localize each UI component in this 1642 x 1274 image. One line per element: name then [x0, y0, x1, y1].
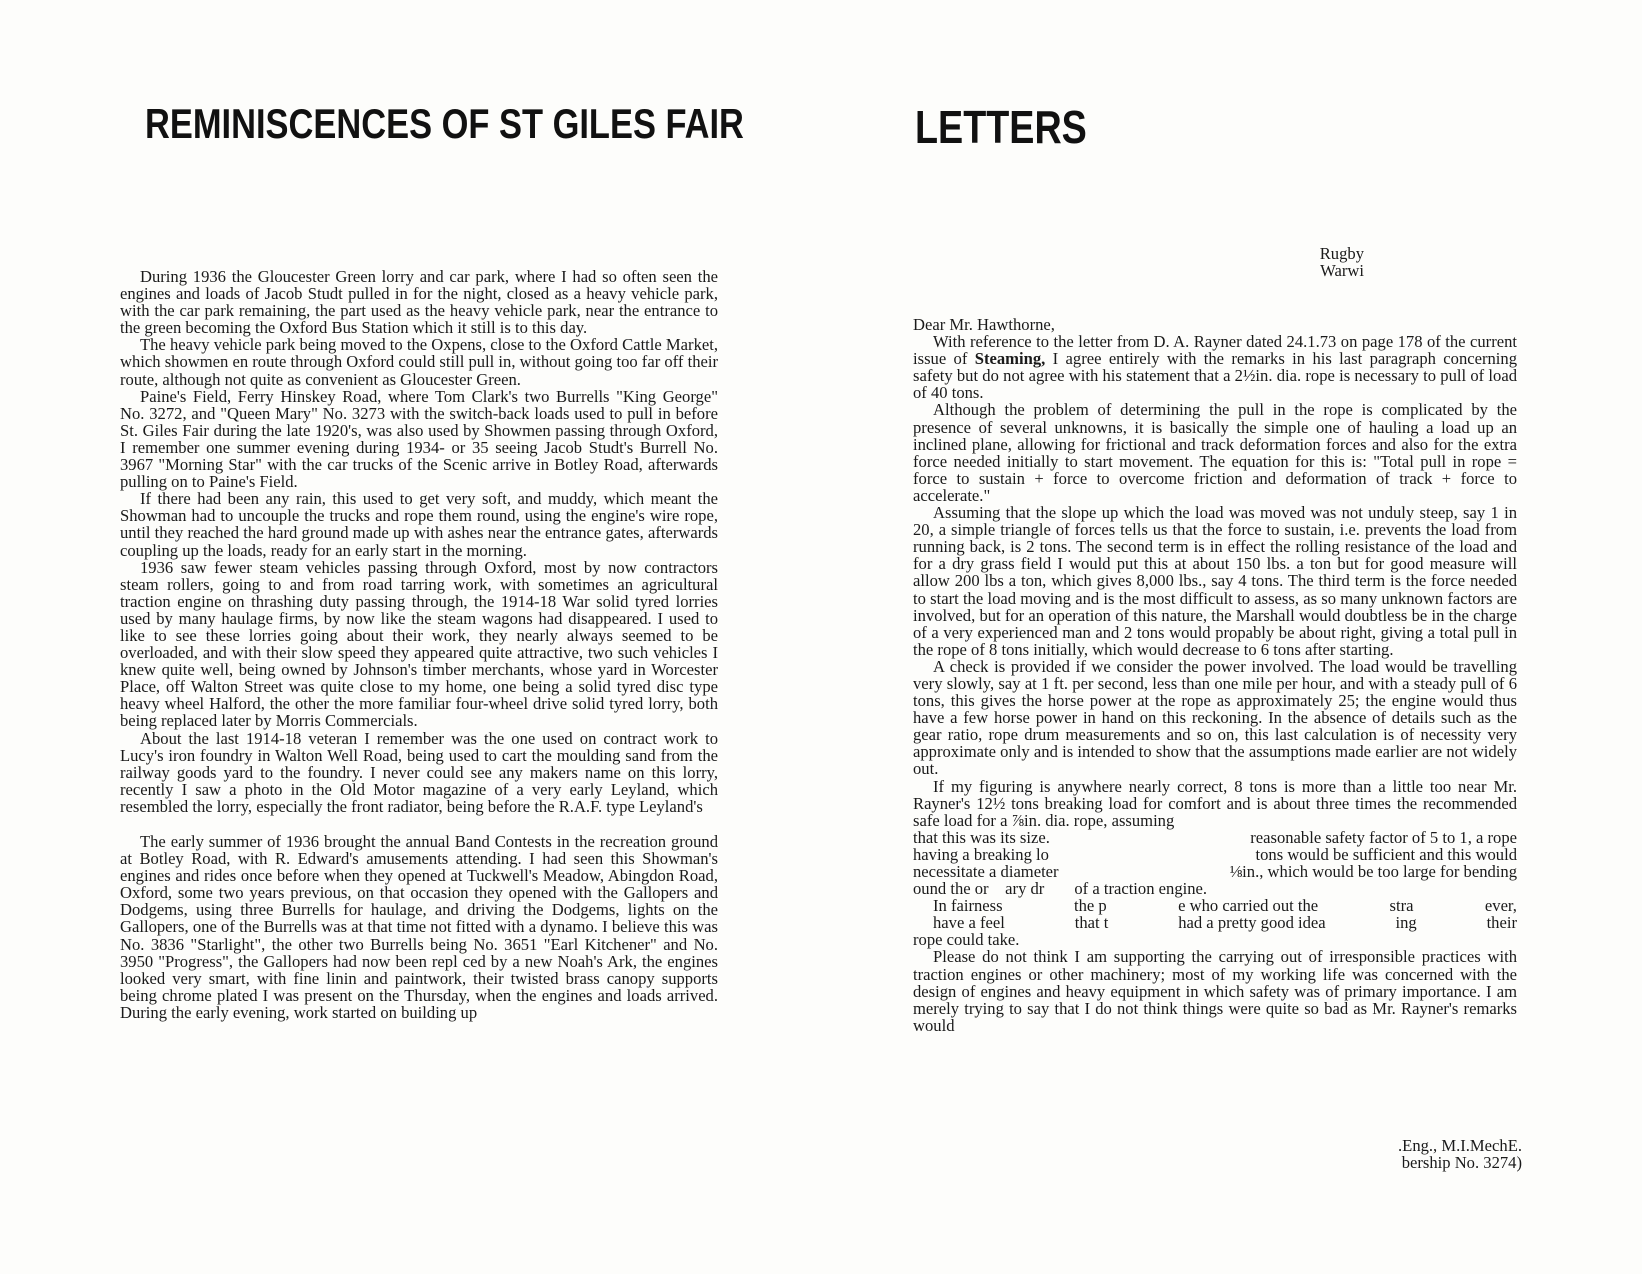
article-paragraph: The early summer of 1936 brought the annual Band Contests in the recreation ground at Botley Road, with R. Edward's amusements attending. I had seen this Showman's engines and rides once before when they opened at Tuckwell's Meadow, Abingdon Road, Oxford, some two years previous, on that occasion they opened with the Gallopers and Dodgems, using three Burrells for haulage, and driving the Dodgems, lights on the Gallopers, one of the Burrells was at that time not fitted with a dynamo. I believe this was No. 3836 "Starlight", the other two Burrells being No. 3651 "Earl Kitchener" and No. 3950 "Progress", the Gallopers had now been repl ced by a new Noah's Ark, the engines looked very smart, with fine linin and paintwork, their twisted brass canopy supports being chrome plated I was present on the Thursday, when the engines and loads arrived. During the early evening, work started on building up — [120, 832, 718, 1022]
text-fragment: ound the or ary dr — [913, 879, 1045, 899]
text-fragment: ing — [1395, 913, 1417, 933]
signature-line: .Eng., M.I.MechE. — [1398, 1136, 1522, 1155]
letters-title: LETTERS — [915, 101, 1087, 153]
text-fragment: that t — [1074, 913, 1109, 933]
text-fragment: have a feel — [933, 913, 1005, 933]
damaged-line — [913, 829, 1517, 846]
text-fragment: stra — [1389, 896, 1414, 916]
article-paragraph: About the last 1914-18 veteran I remember was the one used on contract work to Lucy's iron foundry in Walton Well Road, being used to cart the moulding sand from the railway goods yard to the foundry. I never could see any makers name on this lorry, recently I saw a photo in the Old Motor magazine of a very early Leyland, which resembled the lorry, especially the front radiator, being before the R.A.F. type Leyland's — [120, 728, 718, 816]
article-paragraph: During 1936 the Gloucester Green lorry and car park, where I had so often seen the engines and loads of Jacob Studt pulled in for the night, closed as a heavy vehicle park, with the car park remaining, the part used as the heavy vehicle park, near the entrance to the green becoming the Oxford Bus Station which it still is to this day. — [120, 267, 718, 338]
article-paragraph: 1936 saw fewer steam vehicles passing through Oxford, most by now contractors steam rollers, going to and from road tarring work, with sometimes an agricultural traction engine on thrashing duty passing through, the 1914-18 War solid tyred lorries used by many haulage firms, by now like the steam wagons had disappeared. I used to like to see these lorries going about their work, they nearly always seemed to be overloaded, and with their slow speed they appeared quite attractive, two such vehicles I knew quite well, being owned by Johnson's timber merchants, whose yard in Worcester Place, off Walton Street was quite close to my home, one being a solid tyred disc type heavy wheel Halford, the other the more familiar four-wheel drive solid tyred lorry, both being replaced later by Morris Commercials. — [120, 557, 718, 731]
text-run: I agree entirely with the remarks in his last paragraph concerning safety but do not agree with his statement that a 2½in. dia. rope is necessary to pull of load of 40 tons. — [913, 349, 1518, 403]
text-fragment: In fairness — [933, 896, 1003, 916]
article-paragraph: The heavy vehicle park being moved to the Oxpens, close to the Oxford Cattle Market, which showmen en route through Oxford could still pull in, without going too far off their route, although not quite as convenient as Gloucester Green. — [120, 335, 718, 389]
damaged-line — [913, 914, 1517, 931]
text-fragment: their — [1486, 913, 1517, 933]
text-run: With reference to the letter from D. A. Rayner dated 24.1.73 on page 178 of the current issue of — [913, 332, 1517, 369]
article-paragraph: If there had been any rain, this used to get very soft, and muddy, which meant the Showman had to uncouple the trucks and rope them round, using the engine's wire rope, until they reached the hard ground made up with ashes near the entrance gates, afterwards coupling up the loads, ready for an early start in the morning. — [120, 489, 718, 560]
letter-paragraph: Although the problem of determining the pull in the rope is complicated by the presence of several unknowns, it is basically the simple one of hauling a load up an inclined plane, allowing for frictional and track deformation forces and also for the extra force needed initially to start movement. The equation for this is: "Total pull in rope = force to sustain + force to overcome friction and deformation of track + force to accelerate." — [913, 400, 1517, 505]
text-fragment: of a traction engine. — [1074, 879, 1208, 899]
text-fragment: necessitate a diameter — [913, 862, 1059, 881]
magazine-name: Steaming, — [974, 349, 1046, 369]
letter-body — [913, 316, 1517, 1034]
signature-line: bership No. 3274) — [1401, 1153, 1522, 1173]
paragraph-gap — [120, 815, 718, 833]
address-line: Warwi — [1320, 261, 1364, 281]
damaged-line — [913, 880, 1517, 897]
damaged-line — [913, 846, 1517, 863]
letter-line: rope could take. — [913, 930, 1020, 950]
text-fragment: tons would be sufficient and this would — [1255, 844, 1517, 864]
address-line: Rugby — [1319, 244, 1364, 263]
text-fragment: that this was its size. — [913, 827, 1050, 847]
article-paragraph: Paine's Field, Ferry Hinskey Road, where Tom Clark's two Burrells "King George" No. 3272, and "Queen Mary" No. 3273 with the switch-back loads used to pull in before St. Giles Fair during the late 1920's, was also used by Showmen passing through Oxford, I remember one summer evening during 1934- or 35 seeing Jacob Studt's Burrell No. 3967 "Morning Star" with the car trucks of the Scenic arrive in Botley Road, afterwards pulling on to Paine's Field. — [120, 386, 718, 492]
letter-paragraph — [913, 333, 1517, 401]
text-fragment: e who carried out the — [1178, 896, 1319, 916]
letter-address — [1294, 245, 1364, 279]
letter-paragraph: If my figuring is anywhere nearly correct, 8 tons is more than a little too near Mr. Rayner's 12½ tons breaking load for comfort and is about three times the recommended safe load for a ⅞in. dia. rope, assuming — [913, 776, 1517, 830]
letter-signature — [1398, 1137, 1522, 1171]
damaged-line — [913, 897, 1517, 914]
article-body — [120, 268, 718, 1021]
letter-salutation: Dear Mr. Hawthorne, — [913, 315, 1055, 334]
text-fragment: ⅛in., which would be too large for bending — [1229, 862, 1517, 881]
article-title: REMINISCENCES OF ST GILES FAIR — [145, 100, 744, 147]
letter-paragraph: Assuming that the slope up which the load was moved was not unduly steep, say 1 in 20, a simple triangle of forces tells us that the force to sustain, i.e. prevents the load from running back, is 2 tons. The second term is in effect the rolling resistance of the load and for a dry grass field I would put this at about 150 lbs. a ton but for good measure will allow 200 lbs a ton, which gives 8,000 lbs., say 4 tons. The third term is the force needed to start the load moving and is the most difficult to assess, as so many unknown factors are involved, but for an operation of this nature, the Marshall would doubtless be in the charge of a very experienced man and 2 tons would propably be about right, giving a total pull in the rope of 8 tons initially, which would decrease to 6 tons after starting. — [913, 503, 1517, 659]
text-fragment: reasonable safety factor of 5 to 1, a rope — [1250, 827, 1517, 847]
text-fragment: had a pretty good idea — [1178, 913, 1326, 933]
text-fragment: having a breaking lo — [913, 844, 1049, 864]
letter-paragraph: Please do not think I am supporting the carrying out of irresponsible practices with traction engines or other machinery; most of my working life was concerned with the design of engines and heavy equipment in which safety was of primary importance. I am merely trying to say that I do not think things were quite so bad as Mr. Rayner's remarks would — [913, 947, 1517, 1035]
letter-paragraph: A check is provided if we consider the power involved. The load would be travelling very slowly, say at 1 ft. per second, less than one mile per hour, and with a steady pull of 6 tons, this gives the horse power at the rope as approximately 25; the engine would thus have a few horse power in hand on this reckoning. In the absence of details such as the gear ratio, rope drum measurements and so on, this last calculation is of necessity very approximate only and is intended to show that the assumptions made earlier are not widely out. — [913, 656, 1517, 779]
damaged-line — [913, 863, 1517, 880]
text-fragment: ever, — [1484, 896, 1517, 916]
text-fragment: the p — [1073, 896, 1107, 916]
